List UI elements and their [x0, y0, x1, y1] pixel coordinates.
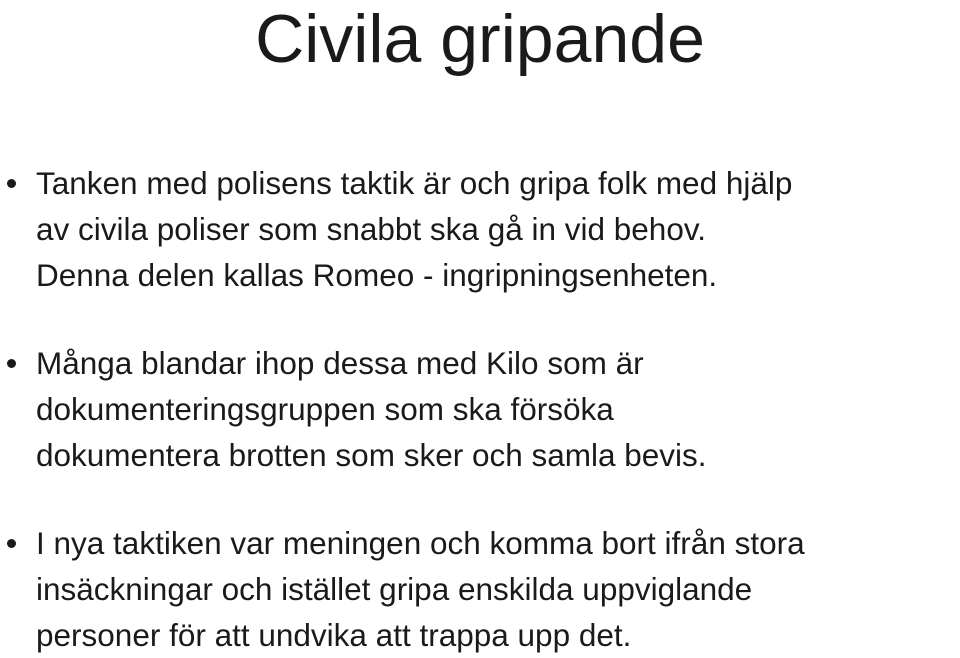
- slide-title: Civila gripande: [255, 1, 705, 77]
- bullet-text: Tanken med polisens taktik är och gripa folk med hjälp av civila poliser som snabbt ska gå in vid behov. Denna delen kallas Romeo - ingripningsenheten.: [36, 165, 793, 293]
- bullet-dot-icon: [7, 359, 16, 368]
- bullet-dot-icon: [7, 179, 16, 188]
- bullet-text: I nya taktiken var meningen och komma bort ifrån stora insäckningar och istället gripa enskilda uppviglande personer för att undvika att trappa upp det.: [36, 525, 805, 653]
- bullet-text: Många blandar ihop dessa med Kilo som är dokumenteringsgruppen som ska försöka dokumentera brotten som sker och samla bevis.: [36, 345, 707, 473]
- bullet-dot-icon: [7, 539, 16, 548]
